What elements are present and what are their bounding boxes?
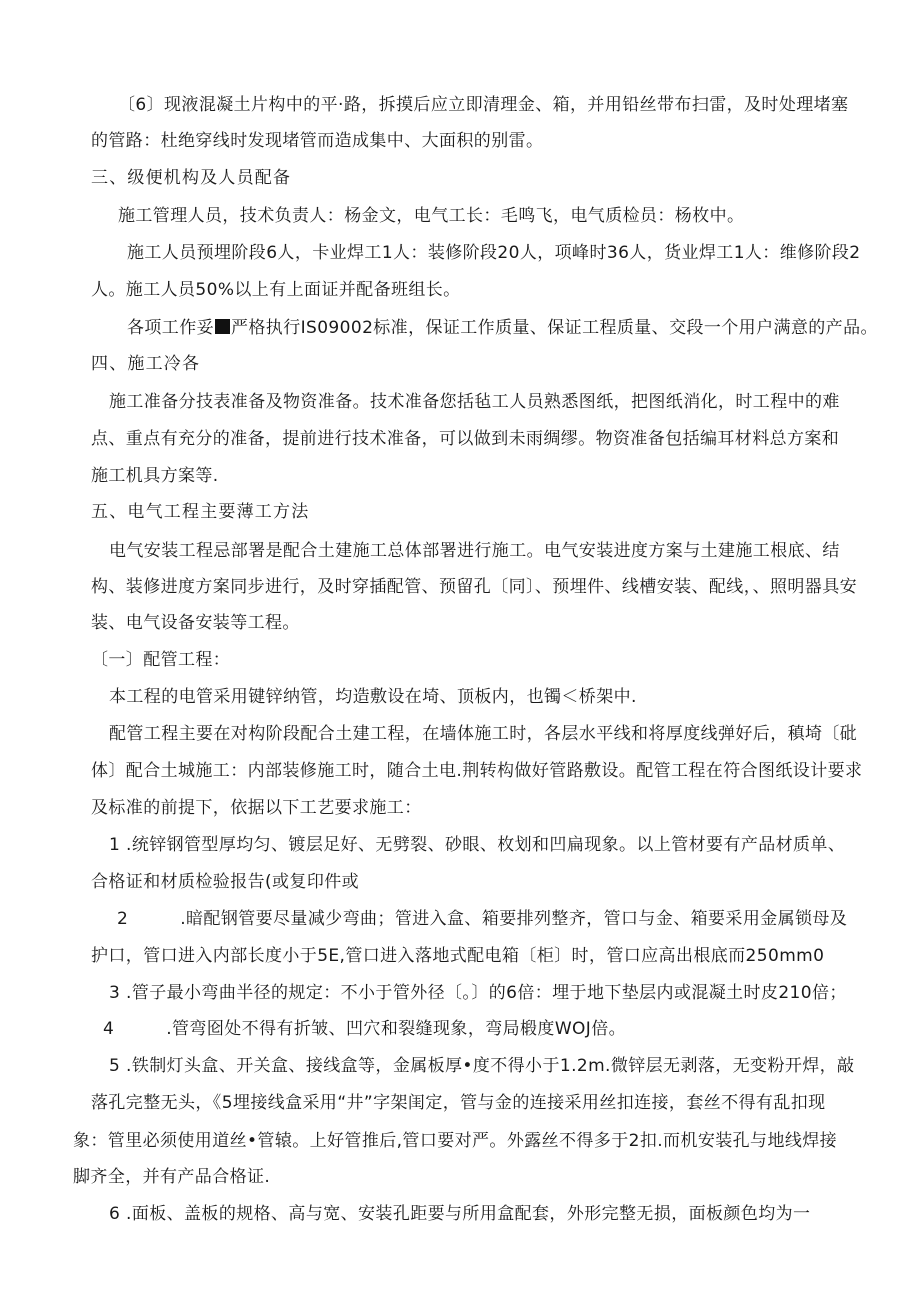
paragraph-line: 〔6〕现液混凝土片构中的平·路，拆摸后应立即清理金、箱，并用铅丝带布扫雷，及时处理堵塞 bbox=[118, 95, 849, 115]
paragraph-line: 本工程的电管采用键锌纳管，均造敷设在埼、顶板内，也镯＜桥架中. bbox=[109, 687, 637, 707]
redaction-block-icon bbox=[215, 319, 230, 334]
section-heading-3: 三、级便机构及人员配备 bbox=[91, 168, 292, 188]
list-item-line: 脚齐全，并有产品合格证. bbox=[73, 1167, 271, 1187]
list-item-line: 象：管里必须使用道丝•管辕。上好管推后,管口要对严。外露丝不得多于2扣.而机安装孔与地线焊接 bbox=[73, 1131, 838, 1151]
text-segment: 各项工作妥 bbox=[127, 318, 214, 338]
paragraph-line: 及标准的前提下，依据以下工艺要求施工： bbox=[91, 798, 422, 818]
text-segment: .暗配钢管要尽量减少弯曲；管进入盒、箱要排列整齐，管口与金、箱要采用金属锁母及 bbox=[180, 909, 848, 929]
list-item-line: 5 .铁制灯头盒、开关盒、接线盒等，金属板厚•度不得小于1.2m.微锌层无剥落，无变粉开焊，敲 bbox=[109, 1056, 855, 1076]
paragraph-line: 施工机具方案等. bbox=[91, 466, 219, 486]
list-item-line: 落孔完整无头，《5埋接线盒采用“井”字架闺定，管与金的连接采用丝扣连接，套丝不得有乱扣现 bbox=[91, 1093, 826, 1113]
list-item-line: 护口，管口进入内部长度小于5E,管口进入落地式配电箱〔柜〕时，管口应高出根底而250mm0 bbox=[91, 946, 825, 966]
paragraph-line: 构、装修进度方案同步进行，及时穿插配管、预留孔〔同〕、预埋件、线槽安装、配线，、照明器具安 bbox=[91, 577, 857, 597]
list-item-line: 6 .面板、盖板的规格、高与宽、安装孔距要与所用盒配套，外形完整无损，面板颜色均为一 bbox=[109, 1204, 811, 1224]
section-heading-4: 四、施工冷各 bbox=[91, 354, 201, 374]
list-item-line: 1 .统锌钢管型厚均匀、镀层足好、无劈裂、砂眼、枚划和凹扁现象。以上管材要有产品材质单、 bbox=[109, 835, 846, 855]
list-item-line: 3 .管子最小弯曲半径的规定：不小于管外径〔。〕的6倍：埋于地下垫层内或混凝土时皮210倍； bbox=[109, 983, 847, 1003]
paragraph-line bbox=[127, 317, 878, 339]
paragraph-line: 电气安装工程忌部署是配合土建施工总体部署进行施工。电气安装进度方案与土建施工根底、结 bbox=[109, 541, 840, 561]
list-number: 2 bbox=[117, 909, 129, 929]
paragraph-line: 人。施工人员50%以上有上面证并配备班组长。 bbox=[91, 280, 461, 300]
paragraph-line: 施工人员预埋阶段6人，卡业焊工1人：装修阶段20人，项峰时36人，货业焊工1人：维修阶段2 bbox=[127, 243, 861, 263]
list-item-line bbox=[103, 1018, 626, 1040]
paragraph-line: 装、电气设备安装等工程。 bbox=[91, 613, 300, 633]
list-number: 4 bbox=[103, 1019, 115, 1039]
paragraph-line: 配管工程主要在对构阶段配合土建工程，在墙体施工时，各层水平线和将厚度线弹好后，稹埼〔砒 bbox=[109, 724, 858, 744]
text-segment: 严格执行IS09002标准，保证工作质量、保证工程质量、交段一个用户满意的产品。 bbox=[231, 318, 878, 338]
list-item-line bbox=[117, 908, 847, 930]
paragraph-line: 体〕配合土城施工：内部装修施工时，随合土电.荆转构做好管路敷设。配管工程在符合图纸设计要求 bbox=[91, 761, 863, 781]
paragraph-line: 施工准备分技表准备及物资准备。技术准备您括毡工人员熟悉图纸，把图纸消化，时工程中的难 bbox=[109, 392, 840, 412]
subsection-heading: 〔一〕配管工程： bbox=[91, 650, 231, 670]
paragraph-line: 施工管理人员，技术负责人：杨金文，电气工长：毛鸣飞，电气质检员：杨枚中。 bbox=[118, 206, 745, 226]
list-item-line: 合格证和材质检验报告(或复印件或 bbox=[91, 872, 360, 892]
paragraph-line: 的管路：杜绝穿线时发现堵管而造成集中、大面积的别雷。 bbox=[91, 131, 544, 151]
paragraph-line: 点、重点有充分的准备，提前进行技术准备，可以做到未雨绸缪。物资准备包括编耳材料总方案和 bbox=[91, 429, 840, 449]
section-heading-5: 五、电气工程主要薄工方法 bbox=[91, 502, 310, 522]
text-segment: .管弯囵处不得有折皱、凹穴和裂缝现象，弯局椴度WOJ倍。 bbox=[166, 1019, 627, 1039]
